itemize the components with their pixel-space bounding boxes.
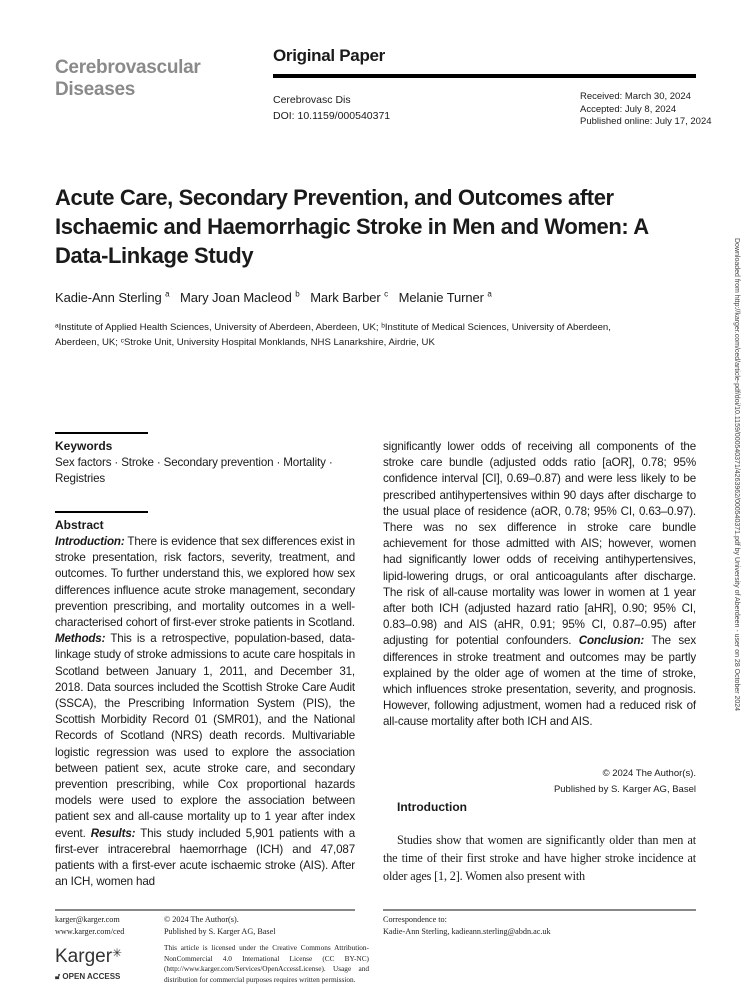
- accepted-date: Accepted: July 8, 2024: [580, 103, 677, 115]
- keywords-text: Sex factors · Stroke · Secondary prevention · Mortality · Registries: [55, 456, 333, 486]
- author: Kadie-Ann Sterling $^a$: [55, 290, 170, 306]
- open-access-badge: 🔓︎ OPEN ACCESS: [55, 972, 121, 981]
- license-text: This article is licensed under the Creative Commons Attribution-NonCommercial 4.0 International License (CC BY-NC) (http://www.karger.com/Services/OpenAccessLicense). Usage and distribution for commercial purposes requires written permission.: [164, 943, 369, 984]
- introduction-text: Studies show that women are significantly older than men at the time of their first stroke and have higher stroke incidence at older ages [1, 2]. Women also present with: [383, 833, 696, 883]
- paper-type: Original Paper: [273, 46, 386, 65]
- journal-abbrev: Cerebrovasc Dis: [273, 94, 351, 106]
- correspondence-contact[interactable]: Kadie-Ann Sterling, kadieann.sterling@abdn.ac.uk: [383, 927, 551, 936]
- abstract-left-column: Introduction: There is evidence that sex differences exist in stroke presentation, risk factors, severity, treatment, and outcomes. To further understand this, we explored how sex differences influence acute stroke management, secondary prevention prescribing, and mortality outcomes in a well-characterised cohort of first-ever stroke patients in Scotland. Methods: This is a retrospective, population-based, data-linkage study of stroke admissions to acute care hospitals in Scotland between January 1, 2011, and December 31, 2018. Data sources included the Scottish Stroke Care Audit (SSCA), the Prescribing Information System (PIS), the Scottish Morbidity Record 01 (SMR01), and the National Records of Scotland (NRS) death records. Multivariable logistic regression was used to explore the association between patient sex, acute stroke care, and secondary prevention prescribing, while Cox proportional hazards models were used to explore the association between patient sex and all-cause mortality up to 1 year after index event. Results: This study included 5,901 patients with a first-ever intracerebral haemorrhage (ICH) and 47,087 patients with a first-ever acute ischaemic stroke (AIS). After an ICH, women had: [55, 535, 355, 889]
- received-date: Received: March 30, 2024: [580, 91, 691, 102]
- karger-burst-icon: ✳: [112, 946, 123, 960]
- keywords-rule: [55, 432, 148, 434]
- author: Mary Joan Macleod $^b$: [180, 290, 300, 306]
- results-label: Results:: [90, 826, 136, 840]
- keywords-heading: Keywords: [55, 439, 113, 453]
- intro-label: Introduction:: [55, 535, 125, 548]
- correspondence: Correspondence to: Kadie-Ann Sterling, kadieann.sterling@abdn.ac.uk: [383, 915, 551, 936]
- header-rule: [273, 74, 696, 78]
- affiliations: ᵃInstitute of Applied Health Sciences, University of Aberdeen, Aberdeen, UK; ᵇInstitute of Medical Sciences, University of Aberdeen, Aberdeen, UK; ᶜStroke Unit, University Hospital Monklands, NHS Lanarkshire, Airdrie, UK: [55, 322, 611, 348]
- footer-rule-right: [383, 909, 696, 911]
- open-lock-icon: 🔓︎: [55, 972, 61, 981]
- paper-title: Acute Care, Secondary Prevention, and Outcomes after Ischaemic and Haemorrhagic Stroke in Men and Women: A Data-Linkage Study: [55, 185, 648, 268]
- footer-web[interactable]: www.karger.com/ced: [55, 927, 125, 936]
- abstract-rule: [55, 511, 148, 513]
- footer-contact: [55, 914, 124, 938]
- journal-line2: Diseases: [55, 79, 136, 100]
- journal-line1: Cerebrovascular: [55, 57, 201, 78]
- footer-rule-left: [55, 909, 355, 911]
- footer-copyright: © 2024 The Author(s). Published by S. Karger AG, Basel: [164, 915, 276, 936]
- karger-logo: Karger✳: [55, 946, 123, 967]
- doi[interactable]: DOI: 10.1159/000540371: [273, 110, 391, 122]
- conclusion-label: Conclusion:: [578, 634, 645, 648]
- author: Mark Barber $^c$: [310, 290, 389, 306]
- author: Melanie Turner $^a$: [398, 290, 492, 306]
- introduction-heading: Introduction: [397, 800, 467, 814]
- journal-meta: [273, 92, 390, 124]
- abstract-right-column: significantly lower odds of receiving all components of the stroke care bundle (adjusted odds ratio [aOR], 0.78; 95% confidence interval [CI], 0.69–0.87) and were less likely to be prescribed antihypertensives within 90 days after discharge to the usual place of residence (aOR, 0.78; 95% CI, 0.63–0.97). There was no sex difference in stroke care bundle achievement for those admitted with AIS; however, women had significantly lower odds of receiving antihypertensives, lipid-lowering drugs, or oral anticoagulants after discharge. The risk of all-cause mortality was lower in women at 1 year after both ICH (adjusted hazard ratio [aHR], 0.90; 95% CI, 0.83–0.98) and AIS (aHR, 0.91; 95% CI, 0.87–0.95) after adjusting for potential confounders. Conclusion: The sex differences in stroke treatment and outcomes may be partly explained by the older age of women at the time of stroke, which influences stroke presentation, severity, and prognosis. However, following adjustment, women had a reduced risk of all-cause mortality after both ICH and AIS.: [383, 440, 696, 729]
- download-notice: Downloaded from http://karger.com/ced/article-pdf/doi/10.1159/000540371/4263962/000540371.pdf by University of Aberdeen - user on 28 October 2024: [733, 238, 740, 712]
- published-date: Published online: July 17, 2024: [580, 116, 712, 127]
- abstract-copyright: © 2024 The Author(s). Published by S. Karger AG, Basel: [553, 768, 696, 795]
- authors: [55, 290, 492, 305]
- methods-label: Methods:: [55, 632, 106, 646]
- dates: [580, 91, 712, 129]
- journal-name: [55, 57, 200, 101]
- abstract-heading: Abstract: [55, 518, 104, 532]
- footer-email[interactable]: karger@karger.com: [55, 915, 120, 924]
